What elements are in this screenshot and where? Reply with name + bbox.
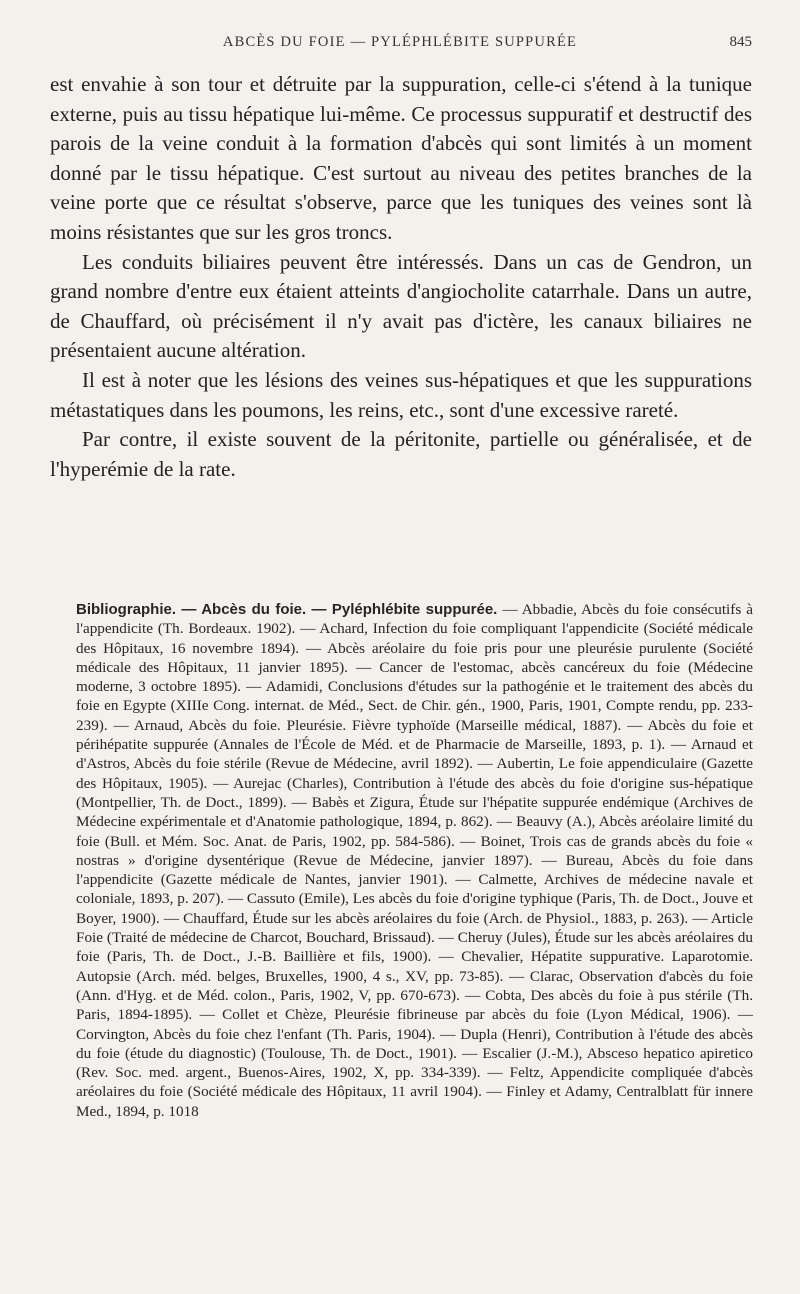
main-text xyxy=(50,70,752,484)
bibliography xyxy=(76,600,753,1121)
running-title: ABCÈS DU FOIE — PYLÉPHLÉBITE SUPPURÉE xyxy=(222,34,578,50)
bibliography-text: — Abbadie, Abcès du foie consécutifs à l'appendicite (Th. Bordeaux. 1902). — Achard, Infection du foie compliquant l'appendicite (Société médicale des Hôpitaux, 16 novembre 1894). — Abcès aréolaire du foie pris pour une pleurésie purulente (Société médicale des Hôpitaux, 11 janvier 1895). — Cancer de l'estomac, abcès cancéreux du foie (Médecine moderne, 3 octobre 1895). — Adamidi, Conclusions d'études sur la pathogénie et le traitement des abcès du foie en Egypte (XIIIe Cong. internat. de Méd., Sect. de Chir. gén., 1900, Paris, 1901, Compte rendu, pp. 233-239). — Arnaud, Abcès du foie. Pleurésie. Fièvre typhoïde (Marseille médical, 1887). — Abcès du foie et périhépatite suppurée (Annales de l'École de Méd. et de Pharmacie de Marseille, 1893, p. 1). — Arnaud et d'Astros, Abcès du foie stérile (Revue de Médecine, avril 1892). — Aubertin, Le foie appendiculaire (Gazette des Hôpitaux, 1905). — Aurejac (Charles), Contribution à l'étude des abcès du foie d'origine sus-hépatique (Montpellier, Th. de Doct., 1899). — Babès et Zigura, Étude sur l'hépatite suppurée endémique (Archives de Médecine expérimentale et d'Anatomie pathologique, 1894, p. 862). — Beauvy (A.), Abcès aréolaire limité du foie (Bull. et Mém. Soc. Anat. de Paris, 1902, pp. 584-586). — Boinet, Trois cas de grands abcès du foie « nostras » d'origine dysentérique (Revue de Médecine, janvier 1897). — Bureau, Abcès du foie dans l'appendicite (Gazette médicale de Nantes, janvier 1901). — Calmette, Archives de médecine navale et coloniale, 1893, p. 207). — Cassuto (Emile), Les abcès du foie d'origine typhique (Paris, Th. de Doct., Jouve et Boyer, 1900). — Chauffard, Étude sur les abcès aréolaires du foie (Arch. de Physiol., 1883, p. 263). — Article Foie (Traité de médecine de Charcot, Bouchard, Brissaud). — Cheruy (Jules), Étude sur les abcès aréolaires du foie (Paris, Th. de Doct., J.-B. Baillière et fils, 1900). — Chevalier, Hépatite suppurative. Laparotomie. Autopsie (Arch. méd. belges, Bruxelles, 1900, 4 s., XV, pp. 73-85). — Clarac, Observation d'abcès du foie (Ann. d'Hyg. et de Méd. colon., Paris, 1902, V, pp. 670-673). — Cobta, Des abcès du foie à pus stérile (Th. Paris, 1894-1895). — Collet et Chèze, Pleurésie fibrineuse par abcès du foie (Lyon Médical, 1906). — Corvington, Abcès du foie chez l'enfant (Th. Paris, 1904). — Dupla (Henri), Contribution à l'étude des abcès du foie (étude du diagnostic) (Toulouse, Th. de Doct., 1901). — Escalier (J.-M.), Absceso hepatico apiretico (Rev. Soc. med. argent., Buenos-Aires, 1902, X, pp. 334-339). — Feltz, Appendicite compliquée d'abcès aréolaires du foie (Société médicale des Hôpitaux, 11 avril 1904). — Finley et Adamy, Centralblatt für innere Med., 1894, p. 1018 xyxy=(76,601,753,1120)
paragraph: Par contre, il existe souvent de la péritonite, partielle ou généralisée, et de l'hyperémie de la rate. xyxy=(50,427,752,481)
paragraph: Les conduits biliaires peuvent être intéressés. Dans un cas de Gendron, un grand nombre d'entre eux étaient atteints d'angiocholite catarrhale. Dans un autre, de Chauffard, où précisément il n'y avait pas d'ictère, les canaux biliaires ne présentaient aucune altération. xyxy=(50,249,752,363)
paragraph: Il est à noter que les lésions des veines sus-hépatiques et que les suppurations métastatiques dans les poumons, les reins, etc., sont d'une excessive rareté. xyxy=(50,367,752,422)
bibliography-heading: Bibliographie. — Abcès du foie. — Pyléphlébite suppurée. xyxy=(76,601,498,618)
page-number: 845 xyxy=(729,34,752,50)
paragraph: est envahie à son tour et détruite par la suppuration, celle-ci s'étend à la tunique externe, puis au tissu hépatique lui-même. Ce processus suppuratif et destructif des parois de la veine conduit à la formation d'abcès qui sont limités à un moment donné par le tissu hépatique. C'est surtout au niveau des petites branches de la veine porte que ce résultat s'observe, parce que les tuniques des veines sont là moins résistantes que sur les gros troncs. xyxy=(50,72,752,244)
running-header xyxy=(48,34,752,51)
